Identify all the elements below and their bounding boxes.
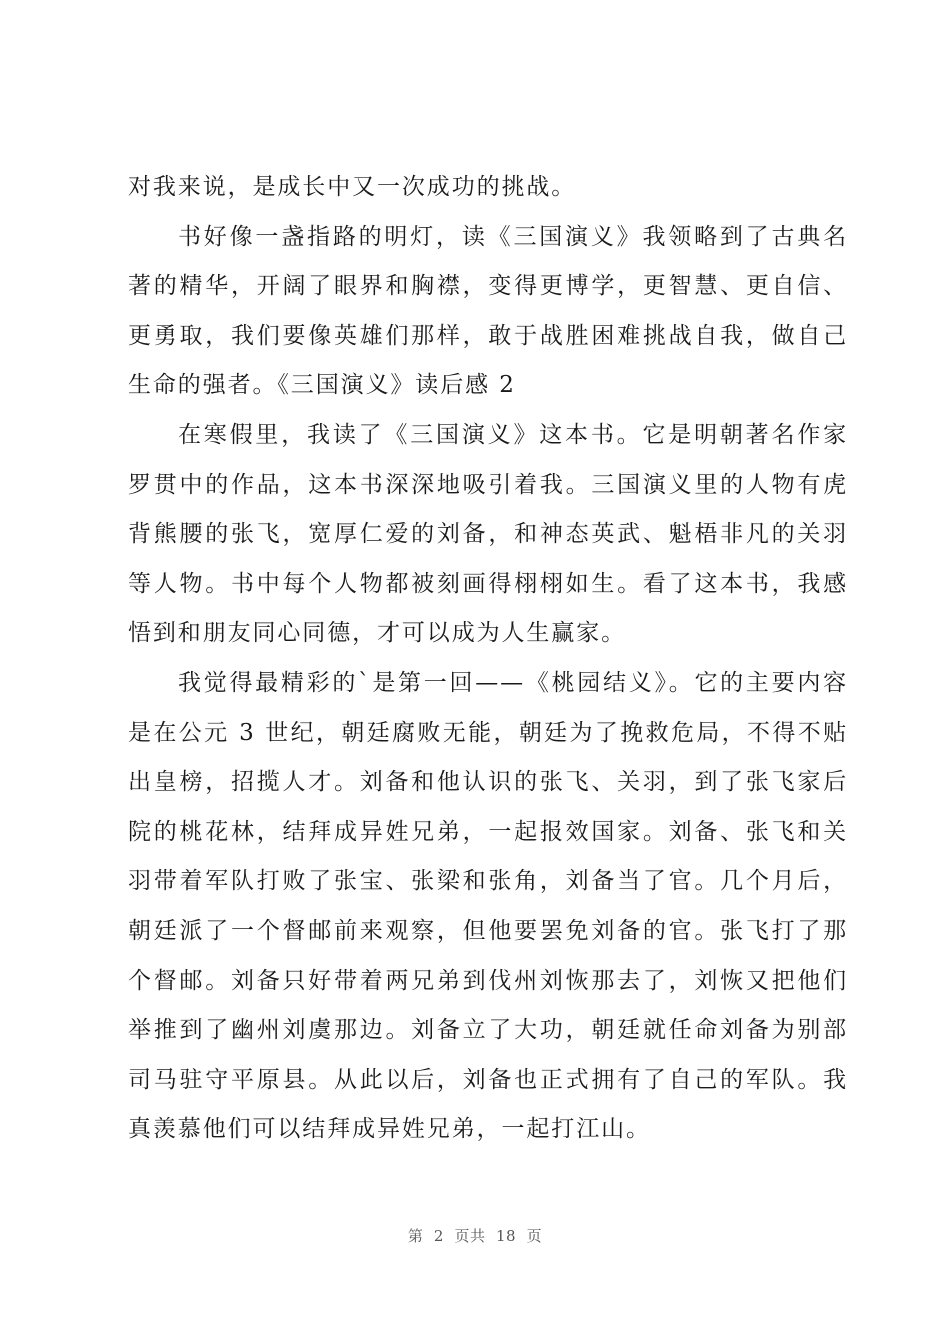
page-number-label: 第 2 页共 18 页 — [407, 1227, 543, 1245]
paragraph-1: 对我来说，是成长中又一次成功的挑战。 — [128, 174, 577, 200]
paragraph-4: 我觉得最精彩的`是第一回——《桃园结义》。它的主要内容是在公元 3 世纪，朝廷腐败无能，朝廷为了挽救危局，不得不贴出皇榜，招揽人才。刘备和他认识的张飞、关羽，到了张飞家后院的桃花林，结拜成异姓兄弟，一起报效国家。刘备、张飞和关羽带着军队打败了张宝、张梁和张角，刘备当了官。几个月后，朝廷派了一个督邮前来观察，但他要罢免刘备的官。张飞打了那个督邮。刘备只好带着两兄弟到伐州刘恢那去了，刘恢又把他们举推到了幽州刘虞那边。刘备立了大功，朝廷就任命刘备为别部司马驻守平原县。从此以后，刘备也正式拥有了自己的军队。我真羡慕他们可以结拜成异姓兄弟，一起打江山。 — [128, 669, 848, 1143]
page-footer — [0, 1225, 950, 1246]
paragraph-3: 在寒假里，我读了《三国演义》这本书。它是明朝著名作家罗贯中的作品，这本书深深地吸引着我。三国演义里的人物有虎背熊腰的张飞，宽厚仁爱的刘备，和神态英武、魁梧非凡的关羽等人物。书中每个人物都被刻画得栩栩如生。看了这本书，我感悟到和朋友同心同德，才可以成为人生赢家。 — [128, 421, 848, 647]
document-body — [128, 163, 848, 1155]
paragraph-2: 书好像一盏指路的明灯，读《三国演义》我领略到了古典名著的精华，开阔了眼界和胸襟，变得更博学，更智慧、更自信、更勇取，我们要像英雄们那样，敢于战胜困难挑战自我，做自己生命的强者。《三国演义》读后感 2 — [128, 223, 848, 399]
